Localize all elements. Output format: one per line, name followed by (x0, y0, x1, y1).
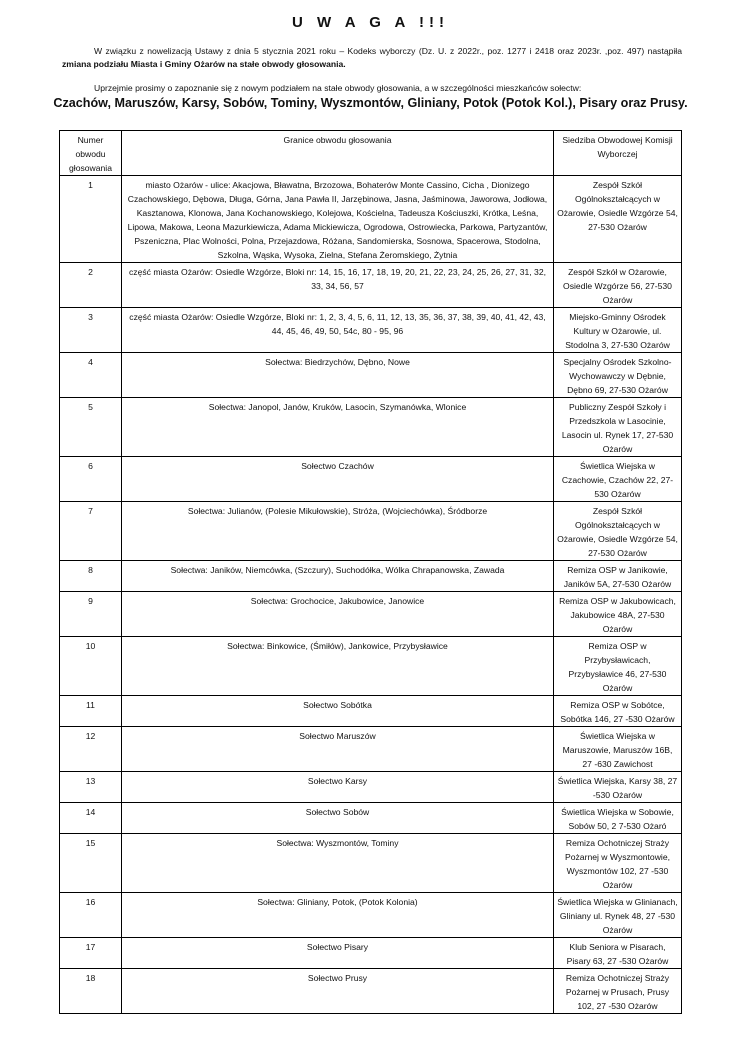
intro-paragraph-1 (62, 45, 682, 71)
table-row (60, 772, 682, 803)
district-number-cell: 9 (60, 592, 122, 637)
district-bounds-cell: Sołectwa: Janików, Niemcówka, (Szczury), Suchodółka, Wólka Chrapanowska, Zawada (122, 561, 554, 592)
commission-seat-cell: Świetlica Wiejska, Karsy 38, 27 -530 Ożarów (554, 772, 682, 803)
commission-seat-cell: Świetlica Wiejska w Glinianach, Gliniany ul. Rynek 48, 27 -530 Ożarów (554, 893, 682, 938)
table-row (60, 803, 682, 834)
district-number-cell: 18 (60, 969, 122, 1014)
district-bounds-cell: Sołectwo Sobótka (122, 696, 554, 727)
commission-seat-cell: Remiza Ochotniczej Straży Pożarnej w Prusach, Prusy 102, 27 -530 Ożarów (554, 969, 682, 1014)
district-bounds-cell: Sołectwo Czachów (122, 457, 554, 502)
commission-seat-cell: Świetlica Wiejska w Czachowie, Czachów 22, 27-530 Ożarów (554, 457, 682, 502)
district-bounds-cell: Sołectwo Maruszów (122, 727, 554, 772)
district-bounds-cell: miasto Ożarów - ulice: Akacjowa, Bławatna, Brzozowa, Bohaterów Monte Cassino, Cicha , Dionizego Czachowskiego, Dębowa, Długa, Górna, Jana Pawła II, Jarzębinowa, Jasna, Jaśminowa, Jaworowa, Jodłowa, Kasztanowa, Klonowa, Jana Kochanowskiego, Kolejowa, Kościelna, Tadeusza Kościuszki, Krótka, Leśna, Lipowa, Makowa, Leona Mazurkiewicza, Adama Mickiewicza, Ogrodowa, Ostrowiecka, Parkowa, Partyzantów, Pszeniczna, Plac Wolności, Polna, Przejazdowa, Różana, Sandomierska, Sosnowa, Spacerowa, Stodolna, Szkolna, Wąska, Wysoka, Zielna, Stefana Żeromskiego, Żytnia (122, 176, 554, 263)
intro-paragraph-2: Uprzejmie prosimy o zapoznanie się z nowym podziałem na stałe obwody głosowania, a w szczególności mieszkańców sołectw: (94, 83, 582, 93)
table-row (60, 263, 682, 308)
table-row (60, 398, 682, 457)
intro-bold-text: zmiana podziału Miasta i Gminy Ożarów na stałe obwody głosowania. (62, 59, 346, 69)
district-number-cell: 1 (60, 176, 122, 263)
district-number-cell: 14 (60, 803, 122, 834)
commission-seat-cell: Publiczny Zespół Szkoły i Przedszkola w Lasocinie, Lasocin ul. Rynek 17, 27-530 Ożarów (554, 398, 682, 457)
district-number-cell: 4 (60, 353, 122, 398)
villages-list: Czachów, Maruszów, Karsy, Sobów, Tominy, Wyszmontów, Gliniany, Potok (Potok Kol.), Pisary oraz Prusy. (53, 96, 688, 110)
district-number-cell: 8 (60, 561, 122, 592)
table-row (60, 176, 682, 263)
header-district-bounds: Granice obwodu głosowania (122, 131, 554, 176)
district-number-cell: 12 (60, 727, 122, 772)
commission-seat-cell: Zespół Szkół Ogólnokształcących w Ożarowie, Osiedle Wzgórze 54, 27-530 Ożarów (554, 176, 682, 263)
district-number-cell: 7 (60, 502, 122, 561)
table-row (60, 938, 682, 969)
table-row (60, 637, 682, 696)
district-bounds-cell: Sołectwa: Janopol, Janów, Kruków, Lasocin, Szymanówka, Wlonice (122, 398, 554, 457)
district-bounds-cell: część miasta Ożarów: Osiedle Wzgórze, Bloki nr: 14, 15, 16, 17, 18, 19, 20, 21, 22, 23, 24, 25, 26, 27, 31, 32, 33, 34, 56, 57 (122, 263, 554, 308)
district-bounds-cell: część miasta Ożarów: Osiedle Wzgórze, Bloki nr: 1, 2, 3, 4, 5, 6, 11, 12, 13, 35, 36, 37, 38, 39, 40, 41, 42, 43, 44, 45, 46, 49, 50, 54c, 80 - 95, 96 (122, 308, 554, 353)
commission-seat-cell: Świetlica Wiejska w Sobowie, Sobów 50, 2 7-530 Ożaró (554, 803, 682, 834)
district-bounds-cell: Sołectwo Sobów (122, 803, 554, 834)
header-commission-seat: Siedziba Obwodowej Komisji Wyborczej (554, 131, 682, 176)
table-row (60, 308, 682, 353)
district-bounds-cell: Sołectwa: Binkowice, (Śmiłów), Jankowice, Przybysławice (122, 637, 554, 696)
header-district-number: Numer obwodu głosowania (60, 131, 122, 176)
table-row (60, 727, 682, 772)
table-row (60, 893, 682, 938)
district-number-cell: 10 (60, 637, 122, 696)
district-bounds-cell: Sołectwo Prusy (122, 969, 554, 1014)
district-bounds-cell: Sołectwa: Biedrzychów, Dębno, Nowe (122, 353, 554, 398)
table-row (60, 353, 682, 398)
district-number-cell: 2 (60, 263, 122, 308)
table-row (60, 561, 682, 592)
district-bounds-cell: Sołectwa: Wyszmontów, Tominy (122, 834, 554, 893)
commission-seat-cell: Remiza Ochotniczej Straży Pożarnej w Wyszmontowie, Wyszmontów 102, 27 -530 Ożarów (554, 834, 682, 893)
page-title: U W A G A !!! (292, 14, 449, 31)
table-header-row (60, 131, 682, 176)
commission-seat-cell: Remiza OSP w Przybysławicach, Przybysławice 46, 27-530 Ożarów (554, 637, 682, 696)
commission-seat-cell: Zespół Szkół w Ożarowie, Osiedle Wzgórze 56, 27-530 Ożarów (554, 263, 682, 308)
district-bounds-cell: Sołectwo Karsy (122, 772, 554, 803)
commission-seat-cell: Świetlica Wiejska w Maruszowie, Maruszów 16B, 27 -630 Zawichost (554, 727, 682, 772)
commission-seat-cell: Miejsko-Gminny Ośrodek Kultury w Ożarowie, ul. Stodolna 3, 27-530 Ożarów (554, 308, 682, 353)
district-bounds-cell: Sołectwa: Gliniany, Potok, (Potok Kolonia) (122, 893, 554, 938)
commission-seat-cell: Remiza OSP w Sobótce, Sobótka 146, 27 -530 Ożarów (554, 696, 682, 727)
table-row (60, 969, 682, 1014)
commission-seat-cell: Remiza OSP w Janikowie, Janików 5A, 27-530 Ożarów (554, 561, 682, 592)
district-bounds-cell: Sołectwa: Grochocice, Jakubowice, Janowice (122, 592, 554, 637)
district-number-cell: 15 (60, 834, 122, 893)
intro-text: W związku z nowelizacją Ustawy z dnia 5 stycznia 2021 roku – Kodeks wyborczy (Dz. U. z 2022r., poz. 1277 i 2418 oraz 2023r. ,poz. 497) nastąpiła (94, 46, 682, 56)
table-row (60, 834, 682, 893)
voting-districts-table (59, 130, 682, 1014)
district-number-cell: 17 (60, 938, 122, 969)
table-row (60, 457, 682, 502)
table-row (60, 592, 682, 637)
district-bounds-cell: Sołectwo Pisary (122, 938, 554, 969)
district-number-cell: 13 (60, 772, 122, 803)
commission-seat-cell: Specjalny Ośrodek Szkolno-Wychowawczy w Dębnie, Dębno 69, 27-530 Ożarów (554, 353, 682, 398)
district-bounds-cell: Sołectwa: Julianów, (Polesie Mikułowskie), Stróża, (Wojciechówka), Śródborze (122, 502, 554, 561)
district-number-cell: 5 (60, 398, 122, 457)
commission-seat-cell: Zespół Szkół Ogólnokształcących w Ożarowie, Osiedle Wzgórze 54, 27-530 Ożarów (554, 502, 682, 561)
commission-seat-cell: Remiza OSP w Jakubowicach, Jakubowice 48A, 27-530 Ożarów (554, 592, 682, 637)
district-number-cell: 16 (60, 893, 122, 938)
table-row (60, 502, 682, 561)
commission-seat-cell: Klub Seniora w Pisarach, Pisary 63, 27 -530 Ożarów (554, 938, 682, 969)
table-row (60, 696, 682, 727)
district-number-cell: 3 (60, 308, 122, 353)
district-number-cell: 11 (60, 696, 122, 727)
district-number-cell: 6 (60, 457, 122, 502)
